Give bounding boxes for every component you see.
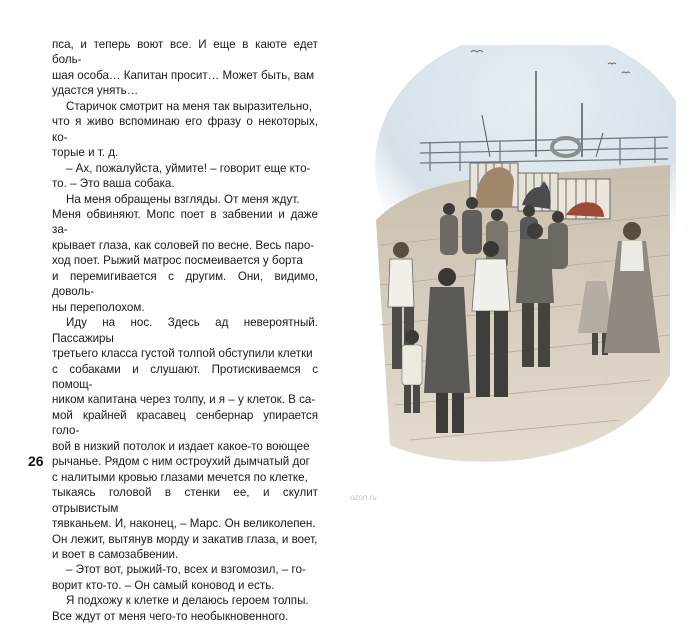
man-long-coat (424, 287, 470, 393)
text-line: ником капитана через толпу, и я – у клеток. В са- (52, 393, 316, 407)
text-line: ворит кто-то. – Он самый коновод и есть. (52, 578, 275, 592)
text-line: ход поет. Рыжий матрос посмеивается у борта (52, 254, 303, 268)
text-line: вой в низкий потолок и издает какое-то воющее (52, 439, 310, 453)
page-number: 26 (28, 453, 44, 469)
body-text (52, 37, 318, 624)
text-line: то. – Это ваша собака. (52, 177, 175, 191)
text-line: с налитыми кровью глазами мечется по клетке, (52, 470, 308, 484)
text-line: Все ждут от меня чего-то необыкновенного. (52, 609, 289, 623)
text-line: На меня обращены взгляды. От меня ждут. (66, 192, 300, 206)
illustration-ship-deck (370, 45, 676, 470)
text-line: ны переполохом. (52, 300, 145, 314)
text-line: Меня обвиняют. Мопс поет в забвении и даже за- (52, 207, 318, 237)
text-line: с собаками и слушают. Протискиваемся с помощ- (52, 362, 318, 391)
text-line: мой крайней красавец сенбернар упирается голо- (52, 408, 318, 438)
boy-figure (388, 259, 414, 307)
text-line: тыкаясь головой в стенки ее, и скулит отрывистым (52, 486, 318, 515)
text-line: и перемигивается с другим. Они, видимо, доволь- (52, 269, 318, 299)
text-line: Старичок смотрит на меня так выразительно, (66, 99, 312, 113)
text-line: удастся унять… (52, 84, 139, 98)
text-line: – Ах, пожалуйста, уймите! – говорит еще кто- (66, 161, 311, 175)
text-line: Я подхожу к клетке и делаюсь героем толпы. (66, 594, 309, 608)
text-line: третьего класса густой толпой обступили клетки (52, 347, 313, 361)
text-line: шая особа… Капитан просит… Может быть, вам (52, 68, 315, 82)
text-line: крывает глаза, как соловей по весне. Весь паро- (52, 238, 315, 252)
text-line: тявканьем. И, наконец, – Марс. Он великолепен. (52, 517, 316, 531)
man-white-shirt (472, 259, 510, 311)
watermark: ozon.ru (350, 493, 377, 502)
text-line: пса, и теперь воют все. И еще в каюте едет боль- (52, 38, 318, 67)
text-line: Иду на нос. Здесь ад невероятный. Пассажиры (52, 316, 318, 345)
text-line: рычанье. Рядом с ним остроухий дымчатый дог (52, 455, 310, 469)
text-line: и воет в самозабвении. (52, 547, 179, 561)
text-line: Он лежит, вытянув морду и закатив глаза, и воет, (52, 532, 318, 546)
text-line: торые и т. д. (52, 146, 119, 160)
text-line: что я живо вспоминаю его фразу о некоторых, ко- (52, 115, 318, 144)
text-line: – Этот вот, рыжий-то, всех и взгомозил, – го- (66, 563, 306, 577)
